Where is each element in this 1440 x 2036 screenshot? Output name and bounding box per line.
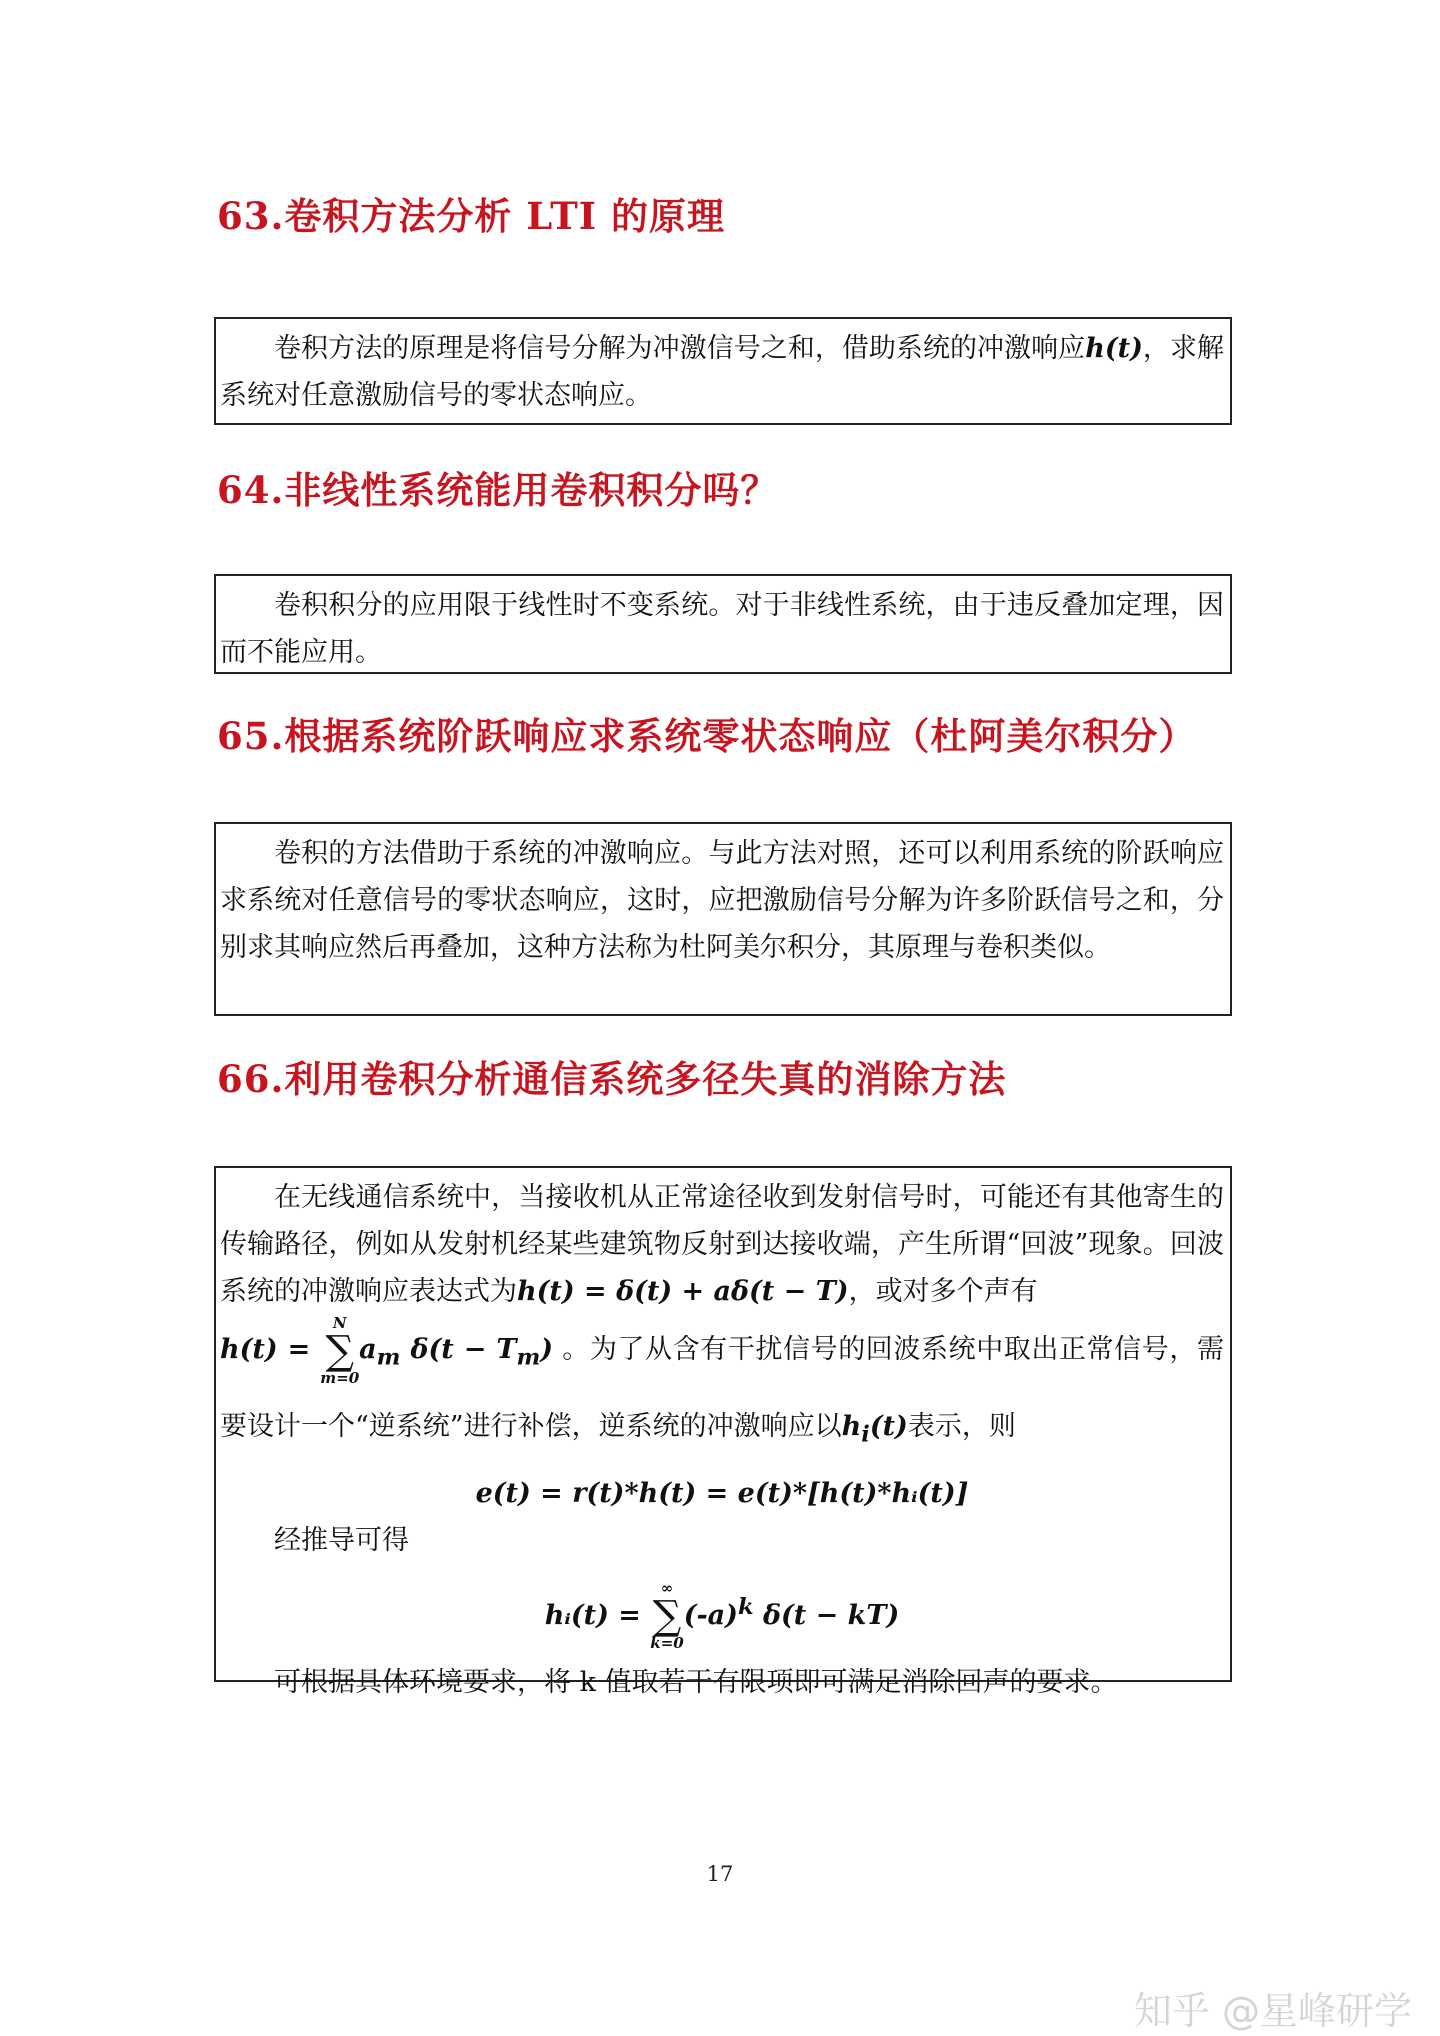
convolution-equation: e(t) = r(t)*h(t) = e(t)*[h(t)*hᵢ(t)] <box>475 1477 969 1509</box>
inverse-symbol-arg: (t) <box>869 1411 908 1443</box>
answer-text-63 <box>220 325 1224 419</box>
inverse-result-equation <box>220 1564 1224 1659</box>
watermark: 知乎 @星峰研学 <box>1133 1989 1412 2033</box>
inverse-result-delta: δ(t − kT) <box>762 1599 900 1631</box>
answer-text-63-tail: ，求解系统对任意激励信号的零状态响应。 <box>220 333 1225 411</box>
page-number: 17 <box>706 1862 734 1886</box>
answer-text-66-p1 <box>220 1174 1224 1315</box>
inverse-result-sum-top: ∞ <box>660 1579 674 1598</box>
echo-intro-tail: ，或对多个声有 <box>848 1276 1038 1307</box>
section-heading-64: 64.非线性系统能用卷积积分吗？ <box>217 468 779 512</box>
inverse-symbol-sub: i <box>861 1421 870 1448</box>
inverse-result-sum-bottom: k=0 <box>650 1634 684 1653</box>
echo-intro-text: 在无线通信系统中，当接收机从正常途径收到发射信号时，可能还有其他寄生的传输路径，例如从发射机经某些建筑物反射到达接收端，产生所谓“回波”现象。回波系统的冲激响应表达式为 <box>220 1182 1224 1307</box>
inverse-system-text: 。为了从含有干扰信号的回波系统中取出正常信号，需要设计一个“逆系统”进行补偿，逆系统的冲激响应以 <box>220 1334 1224 1443</box>
section-heading-65: 65.根据系统阶跃响应求系统零状态响应（杜阿美尔积分） <box>217 714 1197 758</box>
inverse-result-term: (-a) <box>683 1599 738 1631</box>
multi-echo-delta: δ(t − T <box>410 1334 517 1365</box>
summation-icon: ∑ <box>652 1593 682 1640</box>
multi-echo-sum-bottom: m=0 <box>320 1368 360 1387</box>
echo-impulse-equation: h(t) = δ(t) + aδ(t − T) <box>517 1276 849 1307</box>
multi-echo-sum-top: N <box>332 1313 347 1332</box>
answer-box-64 <box>214 574 1232 674</box>
inverse-result-lhs: hᵢ(t) = <box>544 1599 641 1631</box>
answer-box-66 <box>214 1166 1232 1698</box>
inverse-result-exponent: k <box>737 1593 754 1620</box>
answer-text-64: 卷积积分的应用限于线性时不变系统。对于非线性系统，由于违反叠加定理，因而不能应用。 <box>220 590 1224 668</box>
multi-echo-delta-sub: m <box>516 1344 541 1371</box>
inverse-result-sum <box>650 1581 683 1651</box>
answer-box-65 <box>214 822 1232 1016</box>
multi-echo-delta-end: ) <box>540 1334 554 1365</box>
derivation-text: 经推导可得 <box>274 1524 409 1556</box>
multi-echo-lhs: h(t) = <box>220 1334 311 1365</box>
multi-echo-sum <box>320 1313 360 1387</box>
section-heading-66: 66.利用卷积分析通信系统多径失真的消除方法 <box>217 1057 1007 1101</box>
answer-text-63-main: 卷积方法的原理是将信号分解为冲激信号之和，借助系统的冲激响应 <box>274 333 1086 364</box>
section-heading-63: 63.卷积方法分析 LTI 的原理 <box>217 194 725 238</box>
answer-text-65: 卷积的方法借助于系统的冲激响应。与此方法对照，还可以利用系统的阶跃响应求系统对任意信号的零状态响应，这时，应把激励信号分解为许多阶跃信号之和，分别求其响应然后再叠加，这种方法称为杜阿美尔积分，其原理与卷积类似。 <box>220 838 1224 963</box>
answer-box-63 <box>214 317 1232 425</box>
summation-icon: ∑ <box>325 1327 354 1374</box>
inverse-symbol-h: h <box>841 1411 862 1443</box>
multi-echo-equation <box>220 1313 554 1387</box>
inverse-response-symbol <box>841 1411 908 1448</box>
conclusion-text: 可根据具体环境要求，将 k 值取若干有限项即可满足消除回声的要求。 <box>274 1666 1118 1698</box>
multi-echo-coef: a <box>359 1334 377 1365</box>
impulse-response-symbol: h(t) <box>1085 333 1143 364</box>
multi-echo-coef-sub: m <box>376 1344 401 1371</box>
inverse-system-tail: 表示，则 <box>907 1411 1016 1443</box>
answer-text-66-p2 <box>220 1315 1224 1470</box>
